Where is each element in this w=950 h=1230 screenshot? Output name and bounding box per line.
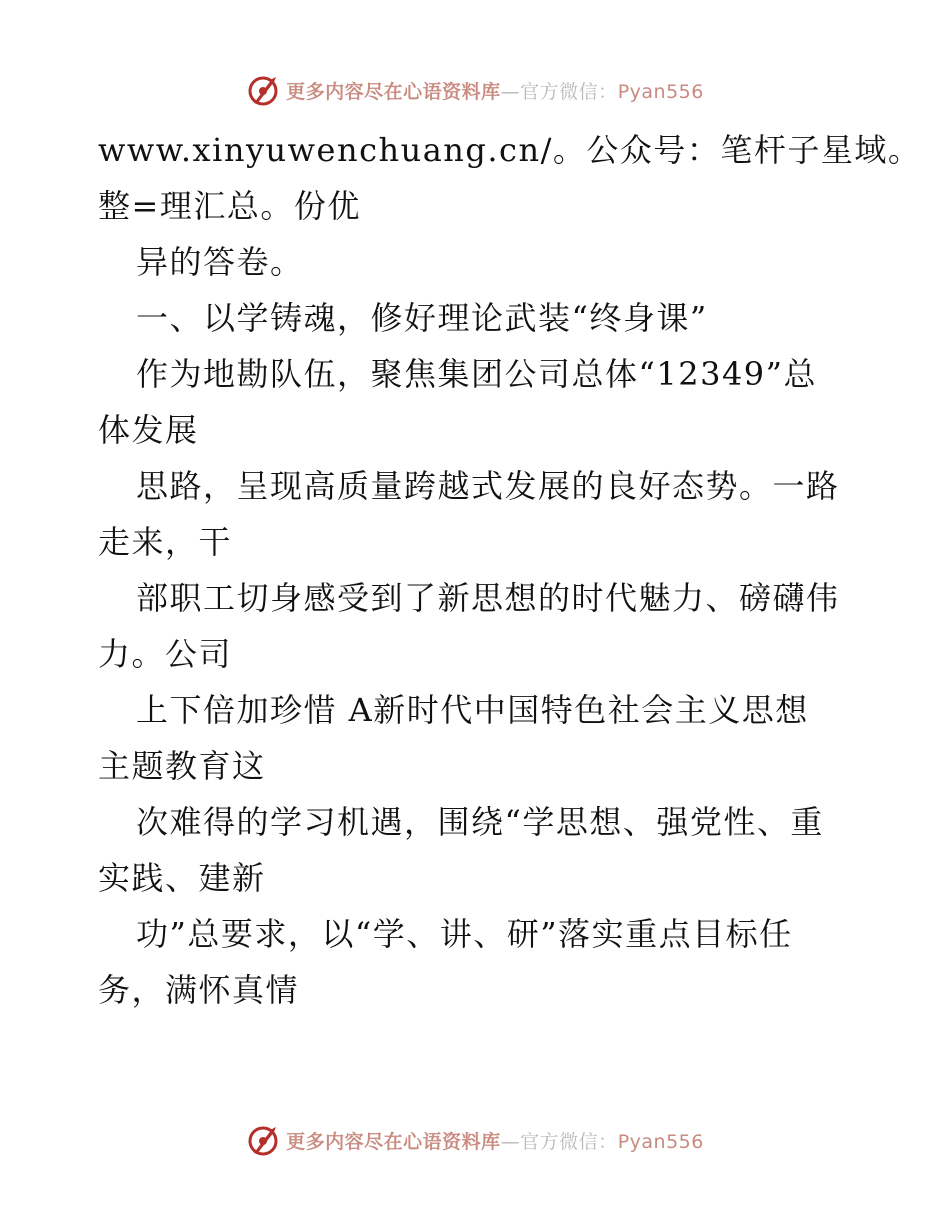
quill-logo-icon: [246, 73, 280, 107]
document-body: [98, 122, 922, 1018]
body-line: 整=理汇总。份优: [98, 187, 361, 225]
body-line: 实践、建新: [98, 859, 266, 897]
body-line: www.xinyuwenchuang.cn/。公众号：笔杆子星域。: [98, 131, 922, 169]
body-line: 上下倍加珍惜 A新时代中国特色社会主义思想: [136, 691, 809, 729]
body-line: 务，满怀真情: [98, 971, 300, 1009]
body-line: 思路，呈现高质量跨越式发展的良好态势。一路: [136, 467, 840, 505]
body-line: 体发展: [98, 411, 199, 449]
footer-banner-text: 更多内容尽在心语资料库—官方微信：Pyan556: [286, 1130, 704, 1153]
header-watermark-banner: [0, 70, 950, 110]
body-line: 主题教育这: [98, 747, 266, 785]
section-heading: 一、以学铸魂，修好理论武装“终身课”: [136, 299, 708, 337]
body-line: 走来，干: [98, 523, 233, 561]
body-line: 部职工切身感受到了新思想的时代魅力、磅礴伟: [136, 579, 840, 617]
footer-watermark-banner: [0, 1120, 950, 1160]
body-line: 异的答卷。: [136, 243, 304, 281]
body-line: 功”总要求，以“学、讲、研”落实重点目标任: [136, 915, 793, 953]
header-banner-text: 更多内容尽在心语资料库—官方微信：Pyan556: [286, 80, 704, 103]
quill-logo-icon: [246, 1123, 280, 1157]
body-line: 次难得的学习机遇，围绕“学思想、强党性、重: [136, 803, 824, 841]
body-line: 作为地勘队伍，聚焦集团公司总体“12349”总: [136, 355, 818, 393]
body-line: 力。公司: [98, 635, 233, 673]
